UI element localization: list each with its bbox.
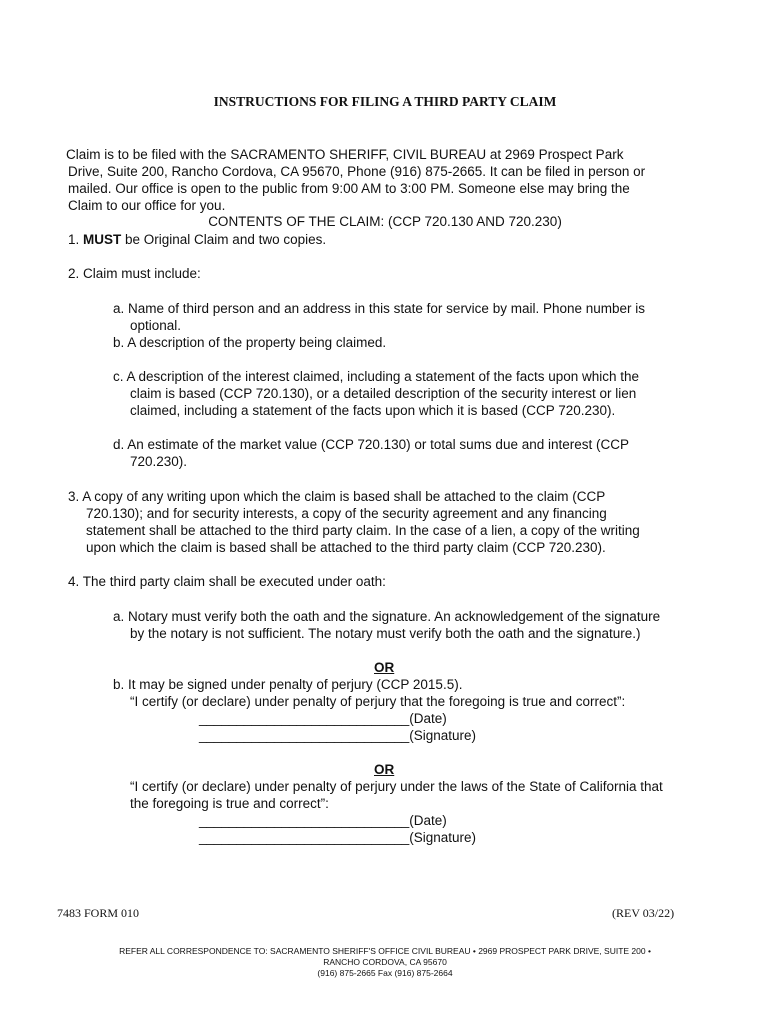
- revision-date: (REV 03/22): [612, 906, 675, 920]
- date-line-2: ____________________________(Date): [199, 813, 447, 828]
- item-2a-line-1: a. Name of third person and an address in this state for service by mail. Phone number is: [113, 301, 646, 316]
- correspondence-phone: (916) 875-2665 Fax (916) 875-2664: [317, 968, 453, 978]
- item-2c-line-3: claimed, including a statement of the facts upon which it is based (CCP 720.230).: [130, 403, 616, 418]
- item-2-heading: 2. Claim must include:: [68, 266, 201, 281]
- or-separator-2: OR: [374, 762, 395, 777]
- intro-line-2: Drive, Suite 200, Rancho Cordova, CA 95670, Phone (916) 875-2665. It can be filed in person or: [68, 164, 646, 179]
- item-4a-line-1: a. Notary must verify both the oath and the signature. An acknowledgement of the signature: [113, 609, 661, 624]
- form-number: 7483 FORM 010: [57, 906, 140, 920]
- item-1-text: be Original Claim and two copies.: [121, 232, 327, 247]
- item-4c-line-2: the foregoing is true and correct”:: [130, 796, 329, 811]
- item-3-line-3: statement shall be attached to the third party claim. In the case of a lien, a copy of the writing: [86, 523, 640, 538]
- signature-line-2: ____________________________(Signature): [199, 830, 477, 845]
- signature-line-1: ____________________________(Signature): [199, 728, 477, 743]
- date-line-1: ____________________________(Date): [199, 711, 447, 726]
- or-separator-1: OR: [374, 660, 395, 675]
- item-1-emphasis: MUST: [83, 232, 122, 247]
- item-2d-line-2: 720.230).: [130, 454, 188, 469]
- item-1-prefix: 1.: [68, 232, 84, 247]
- item-4-heading: 4. The third party claim shall be executed under oath:: [68, 574, 386, 589]
- item-4a-line-2: by the notary is not sufficient. The notary must verify both the oath and the signature.): [130, 626, 641, 641]
- item-2a-line-2: optional.: [130, 318, 182, 333]
- item-3-line-4: upon which the claim is based shall be attached to the third party claim (CCP 720.230).: [86, 540, 606, 555]
- document-title: INSTRUCTIONS FOR FILING A THIRD PARTY CLAIM: [213, 94, 557, 109]
- intro-line-4: Claim to our office for you.: [68, 198, 226, 213]
- correspondence-city: RANCHO CORDOVA, CA 95670: [323, 957, 447, 967]
- item-3-line-2: 720.130); and for security interests, a copy of the security agreement and any financing: [86, 506, 607, 521]
- item-2c-line-2: claim is based (CCP 720.130), or a detailed description of the security interest or lien: [130, 386, 637, 401]
- correspondence-address: REFER ALL CORRESPONDENCE TO: SACRAMENTO SHERIFF'S OFFICE CIVIL BUREAU • 2969 PROSPECT PARK DRIVE, SUITE 200 •: [119, 946, 651, 956]
- item-1: [68, 231, 326, 248]
- item-3-line-1: 3. A copy of any writing upon which the claim is based shall be attached to the claim (CCP: [68, 489, 606, 504]
- contents-heading: CONTENTS OF THE CLAIM: (CCP 720.130 AND 720.230): [208, 214, 562, 229]
- item-2b: b. A description of the property being claimed.: [113, 335, 387, 350]
- item-4c-line-1: “I certify (or declare) under penalty of perjury under the laws of the State of California that: [130, 779, 663, 794]
- intro-line-3: mailed. Our office is open to the public from 9:00 AM to 3:00 PM. Someone else may bring the: [68, 181, 630, 196]
- item-4b-line-2: “I certify (or declare) under penalty of perjury that the foregoing is true and correct”:: [130, 694, 626, 709]
- item-4b-line-1: b. It may be signed under penalty of perjury (CCP 2015.5).: [113, 677, 463, 692]
- intro-line-1: Claim is to be filed with the SACRAMENTO SHERIFF, CIVIL BUREAU at 2969 Prospect Park: [66, 147, 624, 162]
- item-2d-line-1: d. An estimate of the market value (CCP 720.130) or total sums due and interest (CCP: [113, 437, 630, 452]
- item-2c-line-1: c. A description of the interest claimed, including a statement of the facts upon which the: [113, 369, 640, 384]
